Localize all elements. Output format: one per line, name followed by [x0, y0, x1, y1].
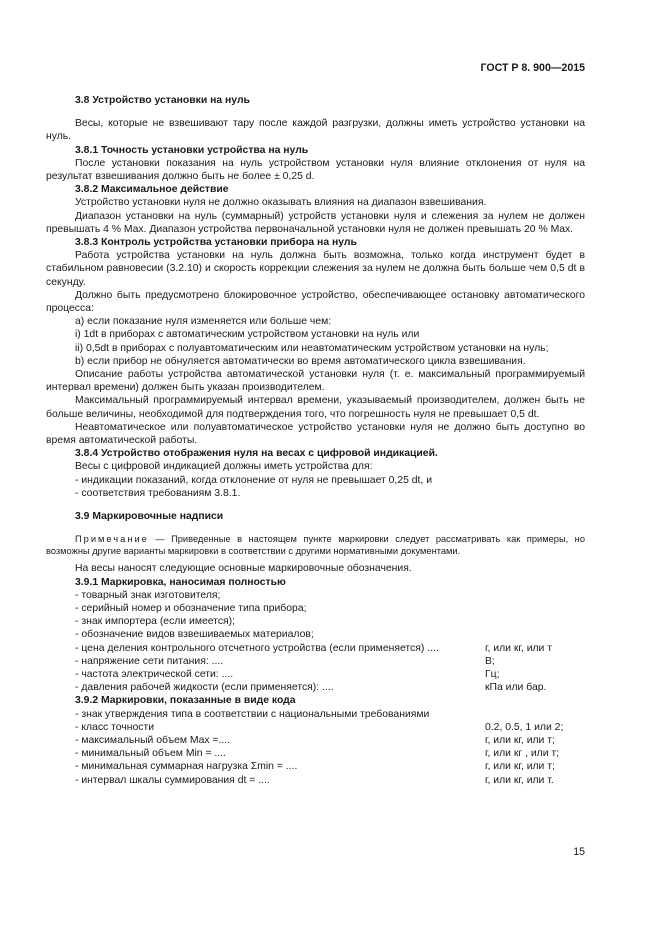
list-item: ii) 0,5dt в приборах с полуавтоматическим или неавтоматическим устройством установки на нуль;: [75, 342, 549, 354]
marking-row: - напряжение сети питания: .... В;: [75, 655, 495, 667]
section-3-9-2-title: 3.9.2 Маркировки, показанные в виде кода: [75, 695, 296, 707]
marking-row: - минимальная суммарная нагрузка Σmin = .... г, или кг, или т;: [75, 761, 555, 773]
document-body: [46, 94, 585, 787]
marking-row: - серийный номер и обозначение типа прибора;: [75, 602, 307, 614]
section-3-8-3-title: 3.8.3 Контроль устройства установки прибора на нуль: [75, 237, 357, 249]
document-header: ГОСТ Р 8. 900—2015: [480, 62, 585, 74]
marking-row: - минимальный объем Min = .... г, или кг , или т;: [75, 748, 560, 760]
list-item: - индикации показаний, когда отклонение от нуля не превышает 0,25 dt, и: [75, 474, 433, 486]
note: [46, 533, 585, 557]
paragraph: Весы, которые не взвешивают тару после каждой разгрузки, должны иметь устройство установки на нуль.: [46, 118, 585, 143]
paragraph: Весы с цифровой индикацией должны иметь устройства для:: [75, 461, 373, 473]
section-3-8-title: 3.8 Устройство установки на нуль: [75, 95, 250, 106]
paragraph: Устройство установки нуля не должно оказывать влияния на диапазон взвешивания.: [75, 197, 487, 209]
marking-row: - частота электрической сети: .... Гц;: [75, 668, 500, 680]
paragraph: Диапазон установки на нуль (суммарный) устройств установки нуля и слежения за нулем не должен превышать 4 % Max. Диапазон устройства первоначальной установки нуля не должен превышать 20 % Max.: [46, 210, 585, 235]
section-3-9-1-title: 3.9.1 Маркировка, наносимая полностью: [75, 576, 286, 588]
note-text: — Приведенные в настоящем пункте маркировки следует рассматривать как примеры, но возможны другие варианты маркировки в соответствии с другими нормативными документами.: [46, 534, 585, 557]
marking-row: - обозначение видов взвешиваемых материалов;: [75, 629, 314, 641]
paragraph: На весы наносят следующие основные маркировочные обозначения.: [75, 563, 412, 575]
page-number: 15: [573, 846, 585, 858]
list-item: - соответствия требованиям 3.8.1.: [75, 487, 241, 499]
section-3-8-2-title: 3.8.2 Максимальное действие: [75, 184, 229, 196]
paragraph: Неавтоматическое или полуавтоматическое устройство установки нуля не должно быть доступно во время автоматической работы.: [46, 421, 585, 447]
section-3-8-4-title: 3.8.4 Устройство отображения нуля на весах с цифровой индикацией.: [75, 448, 438, 460]
paragraph: Должно быть предусмотрено блокировочное устройство, обеспечивающее остановку автоматического процесса:: [46, 289, 585, 315]
section-3-9-title: 3.9 Маркировочные надписи: [75, 511, 224, 523]
marking-row: - знак утверждения типа в соответствии с национальными требованиями: [75, 708, 430, 720]
list-item: а) если показание нуля изменяется или больше чем:: [75, 316, 332, 328]
marking-row: - цена деления контрольного отсчетного устройства (если применяется) .... г, или кг, или т: [75, 642, 553, 654]
marking-row: - товарный знак изготовителя;: [75, 589, 221, 601]
marking-row: - максимальный объем Max =.... г, или кг, или т;: [75, 734, 555, 746]
note-label: Примечание: [75, 534, 149, 545]
marking-row: - класс точности 0.2, 0.5, 1 или 2;: [75, 721, 564, 733]
paragraph: Максимальный программируемый интервал времени, указываемый производителем, должен быть не больше величины, необходимой для подтверждения того, что погрешность нуля не превышает 0,5 dt.: [46, 395, 585, 420]
marking-row: - давления рабочей жидкости (если применяется): .... кПа или бар.: [75, 682, 547, 694]
paragraph: Работа устройства установки на нуль должна быть возможна, только когда инструмент будет в стабильном равновесии (3.2.10) и скорость коррекции слежения за нулем не должна быть больше чем 0,5 dt в секунду.: [46, 250, 585, 288]
marking-row: - интервал шкалы суммирования dt = .... г, или кг, или т.: [75, 774, 554, 786]
paragraph: После установки показания на нуль устройством установки нуля влияние отклонения от нуля на результат взвешивания должно быть не более ± 0,25 d.: [46, 157, 585, 183]
paragraph: Описание работы устройства автоматической установки нуля (т. е. максимальный программируемый интервал времени) должен быть указан производителем.: [46, 369, 585, 394]
section-3-8-1-title: 3.8.1 Точность установки устройства на нуль: [75, 144, 309, 156]
list-item: b) если прибор не обнуляется автоматически во время автоматического цикла взвешивания.: [75, 355, 526, 367]
list-item: i) 1dt в приборах с автоматическим устройством установки на нуль или: [75, 329, 420, 341]
marking-row: - знак импортера (если имеется);: [75, 616, 235, 628]
